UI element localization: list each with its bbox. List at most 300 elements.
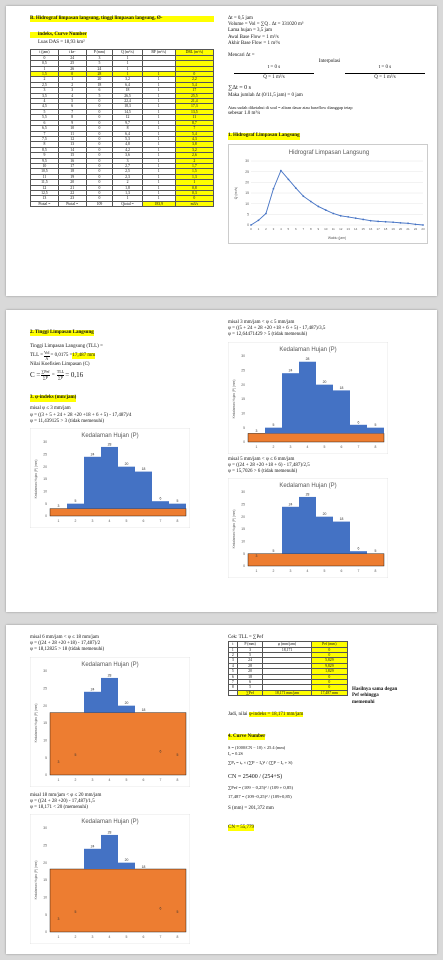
data-point [415,224,417,226]
y-tick-label: 15 [43,720,47,725]
table-cell: 0 [86,120,113,125]
table-cell: 18,3 [113,104,142,109]
data-point [325,210,327,212]
cek-cell: 6 [229,674,238,679]
rain-bar [350,424,367,433]
page1-left-column [6,6,220,296]
chart-title: Kedalaman Hujan (P) [81,661,139,668]
table-cell: 3,5 [31,93,59,98]
delta-t: Δt = 0,5 jam [228,16,253,21]
bar-data-label: 6 [357,419,360,424]
table-cell: 12 [113,115,142,120]
table-cell: 17 [58,163,86,168]
section-b-heading-line2: indeks, Curve Number [30,32,87,38]
x-tick-label: 4 [306,569,309,574]
cek-cell: 0 [311,653,347,658]
table-total-cell: m3/s [175,201,213,206]
phi-case2-line2: φ = ((5 + 24 + 28 +20 +18 + 6 + 5) - 17,487)/3,5 [228,326,326,332]
table-cell: 1 [142,72,175,77]
x-tick-label: 3 [91,519,94,524]
c-frac2-num: TLL [56,369,65,375]
table-cell: 24 [58,55,86,60]
y-tick-label: 20 [241,515,245,520]
table-cell: 0 [86,169,113,174]
bar-data-label: 5 [176,910,179,915]
table-cell: 8,5 [31,147,59,152]
phi-case1-line3: φ = 11,439125 > 3 (tidak memenuhi) [30,418,105,424]
x-tick-label: 11 [331,227,335,232]
x-tick-label: 9 [317,227,320,232]
table-cell: 2,7 [113,163,142,168]
table-cell: 7,5 [31,136,59,141]
phi-case2-line3: φ = 12,64471429 > 5 (tidak memenuhi) [228,332,308,338]
phi-case4-line2: φ = ((24 + 28 +20 +18) - 17,487)/2 [30,641,101,647]
cek-label: Cek: TLL = ∑Pef [228,635,264,640]
tll-value: = 0,0175 = [50,353,73,359]
c-eq-text: C = [30,370,41,379]
table-cell: 0 [86,153,113,158]
table-cell: 2,6 [175,153,213,158]
x-tick-label: 8 [176,519,179,524]
rain-bar [169,504,186,509]
bar-data-label: 18 [141,707,146,712]
document-page-2 [6,310,437,612]
jadi-text: Jadi, nilai [228,711,249,717]
table-cell: 10,5 [31,169,59,174]
cek-row [228,641,431,706]
bar-data-label: 18 [141,865,146,870]
phi-case5-line1: misal 18 mm/jam < φ ≤ 20 mm/jam [30,792,102,798]
y-tick-label: 10 [43,489,47,494]
bar-data-label: 18 [339,517,344,522]
table-header-cell: t ke- [58,50,86,55]
phi-index-band [50,509,186,516]
bar-data-label: 5 [272,422,275,427]
data-point [340,215,342,217]
cek-cell: 7 [229,680,238,685]
cek-cell: 9,829 [311,663,347,668]
x-tick-label: 6 [142,519,145,524]
cek-cell: 1 [229,647,238,652]
tll-frac-num: Vol [44,350,50,356]
table-cell: 1 [142,136,175,141]
table-cell: 18 [86,82,113,87]
rain-bar [84,691,101,712]
x-tick-label: 2 [272,569,275,574]
table-cell: 12 [31,185,59,190]
y-tick-label: 10 [245,202,249,207]
c-fraction2 [57,370,64,380]
phi-case4-line3: φ = 18,12825 > 18 (tidak memenuhi) [30,647,105,653]
rain-bar [101,678,118,713]
table-cell: 1 [142,196,175,201]
document-page-1 [6,6,437,296]
cek-cell: 24 [237,658,263,663]
x-tick-label: 5 [323,569,326,574]
table-cell: 1 [142,185,175,190]
awal-baseflow: Awal Base Flow = 1 m³/s [228,34,279,40]
table-cell: 4,8 [113,142,142,147]
x-tick-label: 2 [74,935,77,940]
x-tick-label: 10 [324,227,328,232]
cek-cell: 0 [311,674,347,679]
y-tick-label: 15 [43,477,47,482]
phi-case3-line1: misal 5 mm/jam < φ ≤ 6 mm/jam [228,456,295,462]
y-axis-label: Kedalaman Hujan (P) (mm) [232,509,236,549]
x-tick-label: 1 [57,519,60,524]
table-header-cell: BF (m³/s) [142,50,175,55]
data-point [317,206,319,208]
table-cell: 13 [31,196,59,201]
page1-right-column [222,6,437,296]
table-cell: 0 [86,142,113,147]
y-tick-label: 0 [45,514,47,519]
cek-sum-row [229,690,348,695]
hydrograph-table [30,49,214,207]
cek-sum-label: ∑Pef [237,690,263,695]
bar-data-label: 6 [357,546,360,551]
cek-sum-phi: 18,171 mm/jam [263,690,311,695]
table-cell: 21,4 [175,99,213,104]
rain-bar [333,390,350,433]
y-tick-label: 15 [241,527,245,532]
rain-bar [299,361,316,433]
rain-bar [152,501,169,508]
bar-data-label: 5 [74,499,77,504]
table-cell: 11,5 [31,180,59,185]
x-tick-label: 5 [125,519,128,524]
table-cell: 14 [58,147,86,152]
cn-heading: 4. Curve Number [228,734,266,740]
c-frac2-den: ∑P [58,374,64,380]
table-cell: 17 [175,88,213,93]
bar-data-label: 20 [124,858,129,863]
tll-eq-text: TLL = [30,353,44,359]
table-cell: 0 [86,104,113,109]
hydrograph-chart [228,144,428,244]
x-tick-label: 8 [374,444,377,449]
bar-data-label: 3 [57,504,60,509]
x-tick-label: 23 [421,227,425,232]
cek-header-cell: P (mm) [237,642,263,647]
table-cell: 2,5 [113,169,142,174]
bar-data-label: 20 [124,462,129,467]
y-tick-label: 30 [245,159,249,164]
hasil-line2: Pef sehingga [352,693,379,699]
rain-bar [84,849,101,869]
x-tick-label: 20 [398,227,403,232]
cek-cell: 3 [237,647,263,652]
rain-bar [101,835,118,869]
table-cell: 1,5 [175,169,213,174]
x-tick-label: 7 [159,777,162,782]
x-tick-label: 15 [361,227,365,232]
x-tick-label: 7 [357,444,360,449]
table-cell: 17,3 [175,104,213,109]
bar-data-label: 28 [107,830,112,835]
table-cell: 13 [58,142,86,147]
phi-case5-line2: φ = ((24 + 28 +20) - 17,487)/1,5 [30,798,95,804]
table-cell: 20 [86,77,113,82]
table-header-cell: DRL (m³/s) [175,50,213,55]
table-cell: 5,4 [175,82,213,87]
x-tick-label: 3 [91,777,94,782]
data-point [302,196,304,198]
bar-data-label: 20 [322,512,327,517]
x-tick-label: 2 [74,777,77,782]
tinggi-heading: 2. Tinggi Limpasan Langsung [30,330,94,335]
table-cell: 0 [175,196,213,201]
x-tick-label: 2 [74,519,77,524]
bar-data-label: 6 [159,496,162,501]
y-axis-label: Kedalaman Hujan (P) (mm) [232,379,236,419]
y-tick-label: 20 [43,703,47,708]
interpolasi-label: Interpolasi [318,59,341,65]
cek-table [228,641,348,696]
x-tick-label: 12 [339,227,343,232]
c-fraction1 [41,370,49,380]
table-cell: 3,8 [175,142,213,147]
data-point [332,213,334,215]
table-cell: 12 [58,136,86,141]
sum-dt: ∑Δt = 0 s [228,84,252,91]
page3-left-column [6,625,220,954]
x-tick-label: 6 [295,227,297,232]
table-cell: 0,3 [175,190,213,195]
tll-label: Tinggi Limpasan Langsung (TLL) = [30,344,103,349]
table-cell: 1 [113,61,142,66]
tll-fraction [44,351,49,361]
cek-header-cell: φ (mm/jam) [263,642,311,647]
table-cell: 7 [175,126,213,131]
y-tick-label: 0 [45,772,47,777]
rain-bar [316,384,333,433]
y-tick-label: 25 [43,452,47,457]
table-cell: 0 [86,180,113,185]
table-cell: 3,2 [113,77,142,82]
x-tick-label: 22 [413,227,418,232]
page2-left-column [6,310,220,612]
table-cell: 12,5 [31,190,59,195]
table-cell: 2 [113,180,142,185]
data-point [385,221,387,223]
table-cell: 1 [142,99,175,104]
table-cell: 20 [58,180,86,185]
y-tick-label: 15 [43,878,47,883]
table-cell: 0 [86,126,113,131]
interp-q-left: Q = 1 m³/s [263,74,285,80]
phi-index-band [50,712,186,774]
table-cell: 21 [58,185,86,190]
table-cell: 15 [58,153,86,158]
x-tick-label: 8 [176,935,179,940]
table-cell: 1,5 [31,72,59,77]
table-cell: 6,5 [31,126,59,131]
table-cell: 18 [58,169,86,174]
table-cell: 11 [175,115,213,120]
table-cell: 1 [113,196,142,201]
x-tick-label: 7 [302,227,305,232]
table-cell: 1 [142,180,175,185]
interpolasi-row [228,65,431,80]
table-cell: 0 [86,115,113,120]
bar-data-label: 5 [272,549,275,554]
table-cell: 0 [31,55,59,60]
c-equation: C = ∑Pef ∑P = TLL ∑P = 0,16 [30,369,84,380]
tll-equation [30,350,214,362]
section-b-heading: B. Hidrograf limpasan langsung, tinggi limpasan langsung, Ø- [30,16,214,22]
x-tick-label: 19 [391,227,395,232]
table-cell: 14,5 [113,109,142,114]
interp-q-right: Q = 1 m³/s [374,74,396,80]
table-cell: 8,7 [175,120,213,125]
data-point [273,188,275,190]
table-cell: 0 [86,109,113,114]
x-tick-label: 6 [142,935,145,940]
table-cell: 6 [31,120,59,125]
table-cell: 3 [113,158,142,163]
x-tick-label: 21 [406,227,410,232]
chart-title: Kedalaman Hujan (P) [81,819,139,826]
mencari-dt: Mencari Δt = [228,53,255,59]
y-tick-label: 25 [43,686,47,691]
y-tick-label: 25 [245,170,249,175]
cek-cell: 6 [237,680,263,685]
hasil-line1: Hasilnya sama degan [352,687,398,693]
series-line [251,171,423,225]
y-tick-label: 20 [245,180,249,185]
table-cell: 1 [31,66,59,71]
table-cell: 8 [113,126,142,131]
y-tick-label: 0 [247,223,249,228]
table-cell: 2,2 [175,77,213,82]
table-cell: 10 [58,126,86,131]
interp-t-right: t = 0 s [378,65,392,71]
volume: Volume = Vol = ∑Q . Δt = 331020 m³ [228,22,304,28]
table-total-row [31,201,214,206]
data-point [287,179,289,181]
interp-right [345,65,425,80]
table-cell: 0,8 [175,185,213,190]
data-point [265,213,267,215]
table-cell: 5,3 [113,136,142,141]
table-cell: 0 [58,72,86,77]
table-cell: 2 [175,158,213,163]
phi-index-band [50,869,186,932]
table-cell: 6,4 [113,82,142,87]
bar-data-label: 28 [305,492,310,497]
atau-line1: Atau sudah diketahui di soal = aliran dasar atau baseflow dianggap tetap [228,105,353,111]
data-point [370,220,372,222]
x-tick-label: 4 [306,444,309,449]
table-cell: 1 [142,77,175,82]
x-tick-label: 3 [289,569,292,574]
bar-data-label: 6 [159,749,162,754]
y-axis-label: Kedalaman Hujan (P) (mm) [34,860,38,900]
table-cell: 1 [142,104,175,109]
y-tick-label: 0 [243,564,245,569]
y-tick-label: 0 [45,930,47,935]
data-point [295,188,297,190]
maka-jumlah: Maka jumlah Δt (0/11,5 jam) = 0 jam [228,92,303,98]
cek-header-cell: t [229,642,238,647]
table-cell: 3 [58,88,86,93]
data-point [362,219,364,221]
x-tick-label: 7 [159,935,162,940]
data-point [310,201,312,203]
table-cell: 9 [58,120,86,125]
chart-title: Kedalaman Hujan (P) [81,433,139,440]
table-cell: 5 [31,109,59,114]
table-cell: 3,2 [175,147,213,152]
table-cell: 26 [58,66,86,71]
table-cell: 19 [58,174,86,179]
y-tick-label: 30 [241,353,245,358]
x-tick-label: 8 [176,777,179,782]
cek-cell: 5 [237,653,263,658]
data-point [400,222,402,224]
rain-bar [350,551,367,553]
bar-data-label: 3 [57,917,60,922]
data-point [422,225,424,227]
interp-t-left: t = 0 s [267,65,281,71]
table-cell: 2,3 [113,174,142,179]
x-tick-label: 5 [323,444,326,449]
bar-data-label: 5 [74,752,77,757]
bar-data-label: 3 [255,428,258,433]
table-cell: 0 [86,185,113,190]
cek-sum-pef: 17,487 mm [311,690,347,695]
x-tick-label: 1 [57,935,60,940]
akhir-baseflow: Akhir Base Flow = 1 m³/s [228,40,280,46]
table-total-cell: 183,9 [142,201,175,206]
table-cell: 8 [31,142,59,147]
hasil-line3: memenuhi [352,699,375,705]
table-cell: 1 [142,174,175,179]
x-tick-label: 13 [346,227,350,232]
x-tick-label: 5 [287,227,290,232]
table-cell: 2,5 [31,82,59,87]
table-cell: 1 [142,88,175,93]
table-cell: 1 [113,55,142,60]
bar-data-label: 24 [90,686,95,691]
table-cell: 0 [86,196,113,201]
data-point [355,218,357,220]
rain-bar [367,427,384,433]
table-cell: 22 [58,190,86,195]
phi-case4-line1: misal 6 mm/jam < φ ≤ 18 mm/jam [30,635,99,640]
phi-case2-line1: misal 3 mm/jam < φ ≤ 5 mm/jam [228,320,295,325]
bar-data-label: 28 [305,356,310,361]
bar-data-label: 24 [90,844,95,849]
cek-cell: 0 [311,685,347,690]
table-total-cell: 109 [86,201,113,206]
y-tick-label: 20 [43,861,47,866]
bar-data-label: 5 [176,752,179,757]
table-cell: 0 [86,147,113,152]
table-cell: 1 [58,77,86,82]
table-cell: 4,3 [175,136,213,141]
y-tick-label: 25 [241,502,245,507]
table-header-cell: P (mm) [86,50,113,55]
table-cell: 13,5 [175,109,213,114]
y-tick-label: 25 [43,843,47,848]
rainfall-chart-2 [228,342,388,454]
table-cell: 1,7 [175,163,213,168]
rainfall-chart-1 [30,428,190,528]
interp-left [234,65,314,80]
x-tick-label: 5 [125,935,128,940]
